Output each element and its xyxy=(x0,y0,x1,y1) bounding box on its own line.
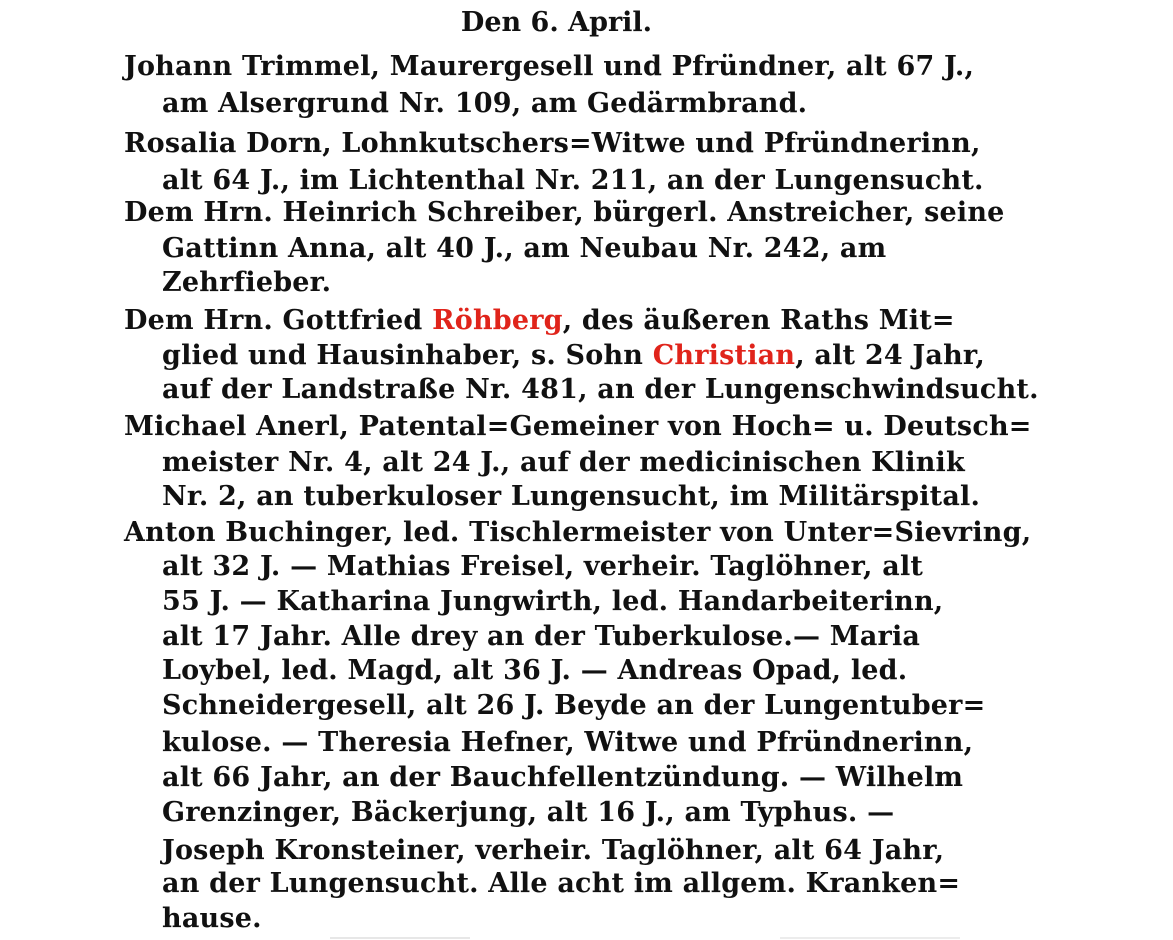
entry-line: an der Lungensucht. Alle acht im allgem. Kranken= xyxy=(162,868,961,899)
entry-line: Michael Anerl, Patental=Gemeiner von Hoch= u. Deutsch= xyxy=(124,411,1032,442)
entry-line: Johann Trimmel, Maurergesell und Pfründner, alt 67 J., xyxy=(124,51,975,82)
entry-line xyxy=(162,339,985,373)
date-heading: Den 6. April. xyxy=(460,7,653,38)
line-text: , des äußeren Raths Mit= xyxy=(562,305,955,336)
line-text: Dem Hrn. Gottfried xyxy=(124,305,433,336)
entry-line: Zehrfieber. xyxy=(162,267,332,298)
line-text: glied und Hausinhaber, s. Sohn xyxy=(162,340,653,371)
entry-line: am Alsergrund Nr. 109, am Gedärmbrand. xyxy=(162,88,808,119)
entry-line: Loybel, led. Magd, alt 36 J. — Andreas Opad, led. xyxy=(162,655,908,686)
entry-line: hause. xyxy=(162,903,262,934)
entry-line: kulose. — Theresia Hefner, Witwe und Pfründnerinn, xyxy=(162,727,974,758)
entry-line: alt 17 Jahr. Alle drey an der Tuberkulose.— Maria xyxy=(162,621,921,652)
entry-line: 55 J. — Katharina Jungwirth, led. Handarbeiterinn, xyxy=(162,586,944,617)
entry-line: alt 32 J. — Mathias Freisel, verheir. Taglöhner, alt xyxy=(162,551,924,582)
entry-line: Gattinn Anna, alt 40 J., am Neubau Nr. 242, am xyxy=(162,233,887,264)
entry-line: Joseph Kronsteiner, verheir. Taglöhner, alt 64 Jahr, xyxy=(162,835,945,866)
entry-line: Grenzinger, Bäckerjung, alt 16 J., am Typhus. — xyxy=(162,797,895,828)
entry-line: Schneidergesell, alt 26 J. Beyde an der Lungentuber= xyxy=(162,690,986,721)
entry-line: Dem Hrn. Heinrich Schreiber, bürgerl. Anstreicher, seine xyxy=(124,197,1005,228)
entry-line: Anton Buchinger, led. Tischlermeister von Unter=Sievring, xyxy=(124,517,1032,548)
scan-edge-marks xyxy=(0,930,1173,940)
entry-line: auf der Landstraße Nr. 481, an der Lungenschwindsucht. xyxy=(162,374,1039,405)
entry-line xyxy=(124,304,955,338)
entry-line: meister Nr. 4, alt 24 J., auf der medicinischen Klinik xyxy=(162,447,965,478)
entry-line: alt 66 Jahr, an der Bauchfellentzündung. — Wilhelm xyxy=(162,762,964,793)
line-text: , alt 24 Jahr, xyxy=(795,340,985,371)
entry-line: Rosalia Dorn, Lohnkutschers=Witwe und Pfründnerinn, xyxy=(124,128,981,159)
highlighted-given-name: Christian xyxy=(652,340,796,371)
highlighted-surname: Röhberg xyxy=(432,305,563,336)
entry-line: Nr. 2, an tuberkuloser Lungensucht, im Militärspital. xyxy=(162,481,981,512)
entry-line: alt 64 J., im Lichtenthal Nr. 211, an der Lungensucht. xyxy=(162,165,984,196)
